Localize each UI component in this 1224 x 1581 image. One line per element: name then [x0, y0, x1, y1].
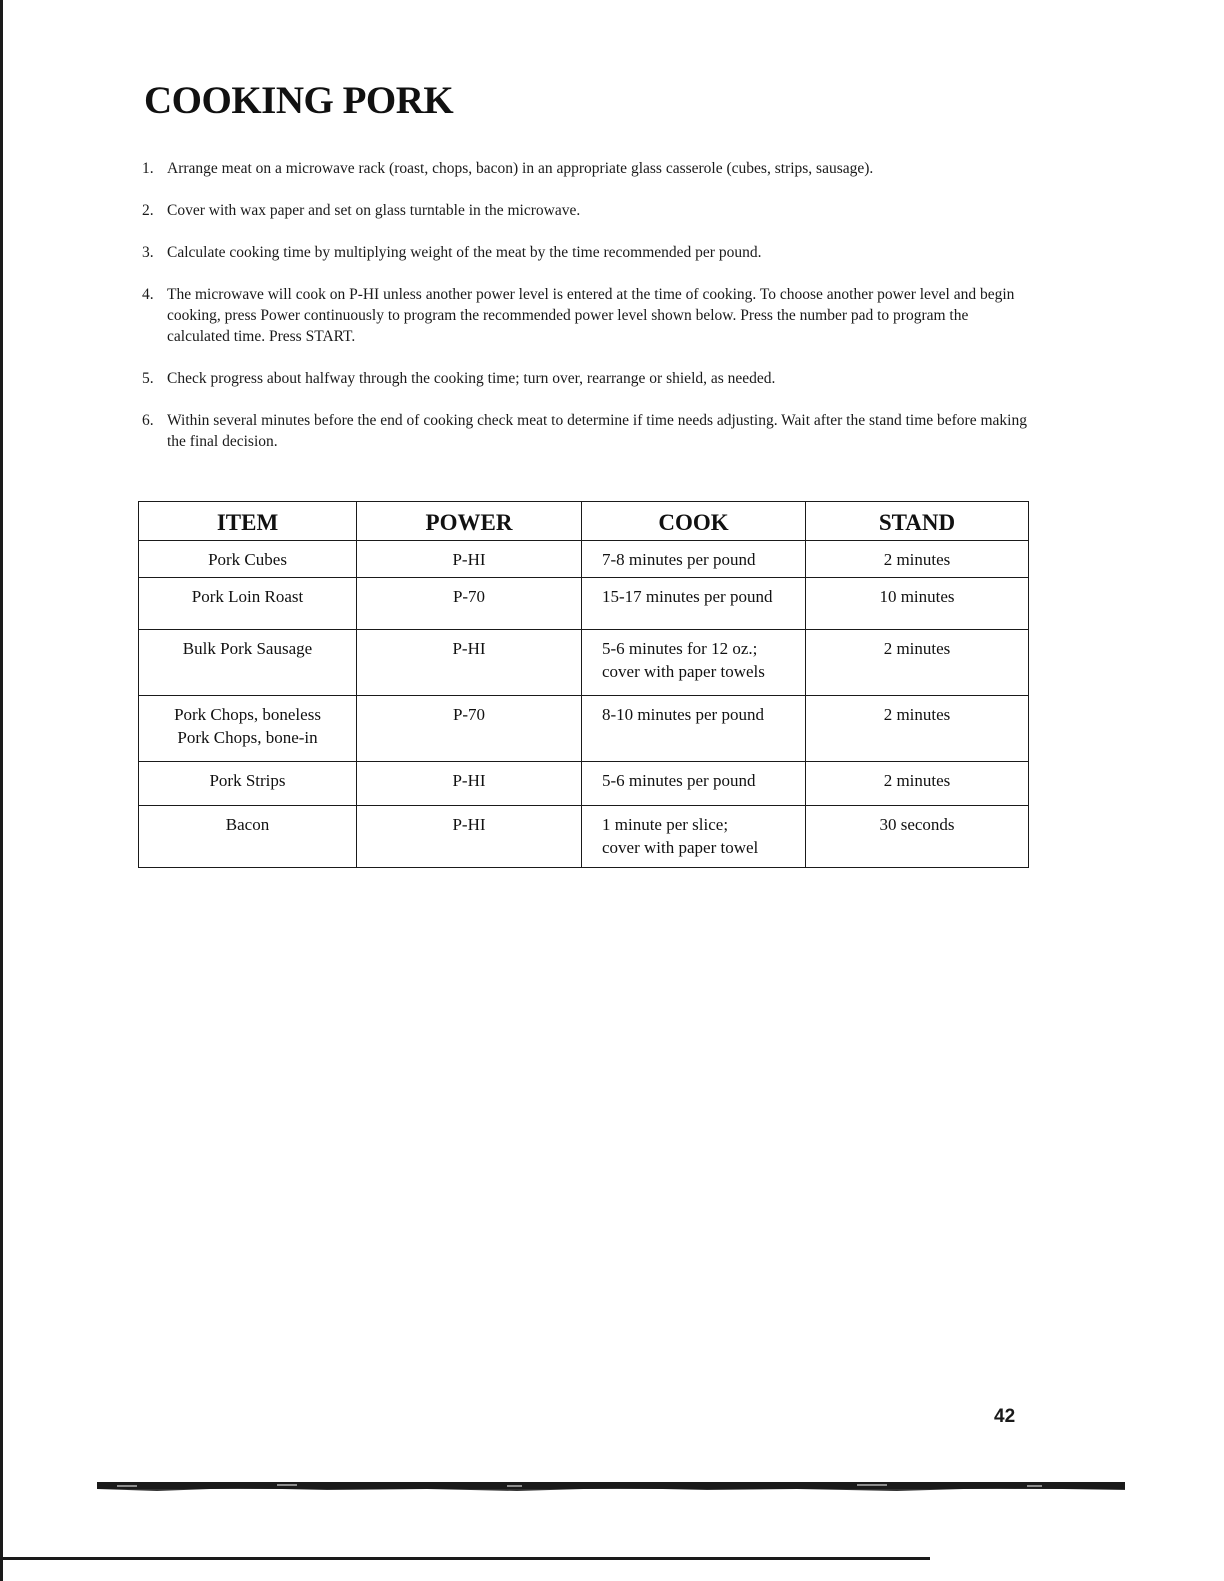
cell-item	[139, 578, 357, 630]
step-text: The microwave will cook on P-HI unless another power level is entered at the time of cooking. To choose another power level and begin cooking, press Power continuously to program the recommended power level shown below. Press the number pad to program the calculated time. Press START.	[167, 286, 1015, 345]
pork-cooking-table	[138, 501, 1029, 868]
step-4	[140, 284, 1030, 347]
scan-bottom-edge-rule	[0, 1557, 930, 1560]
item-line: Pork Cubes	[208, 550, 287, 569]
instruction-steps	[140, 158, 1030, 473]
cell-power: P-HI	[357, 806, 582, 868]
item-line: Pork Chops, bone-in	[177, 728, 318, 747]
table-row	[139, 630, 1029, 696]
cell-stand: 2 minutes	[806, 541, 1029, 578]
table-row	[139, 762, 1029, 806]
step-text: Cover with wax paper and set on glass turntable in the microwave.	[167, 202, 581, 219]
cell-item	[139, 762, 357, 806]
item-line: Pork Chops, boneless	[174, 705, 321, 724]
step-number: 3.	[142, 244, 154, 261]
cell-power: P-70	[357, 578, 582, 630]
step-6	[140, 410, 1030, 452]
cell-power: P-70	[357, 696, 582, 762]
header-item: ITEM	[139, 502, 357, 541]
table-row	[139, 806, 1029, 868]
cell-item	[139, 696, 357, 762]
cell-stand: 10 minutes	[806, 578, 1029, 630]
cell-stand: 30 seconds	[806, 806, 1029, 868]
step-number: 5.	[142, 370, 154, 387]
header-power: POWER	[357, 502, 582, 541]
cell-cook	[582, 762, 806, 806]
scanned-footer-bar	[97, 1480, 1125, 1492]
item-line: Bulk Pork Sausage	[182, 639, 313, 658]
step-5	[140, 368, 1030, 389]
page-number: 42	[994, 1406, 1016, 1427]
step-number: 6.	[142, 412, 154, 429]
step-number: 2.	[142, 202, 154, 219]
step-text: Arrange meat on a microwave rack (roast, chops, bacon) in an appropriate glass casserole (cubes, strips, sausage).	[167, 160, 874, 177]
step-number: 1.	[142, 160, 154, 177]
cook-line: cover with paper towels	[602, 662, 765, 681]
page-title: COOKING PORK	[144, 79, 454, 122]
table-row	[139, 696, 1029, 762]
table-header-row	[139, 502, 1029, 541]
cook-line: 7-8 minutes per pound	[602, 550, 756, 569]
cell-power: P-HI	[357, 541, 582, 578]
cell-cook	[582, 541, 806, 578]
header-stand: STAND	[806, 502, 1029, 541]
step-text: Check progress about halfway through the cooking time; turn over, rearrange or shield, as needed.	[167, 370, 776, 387]
step-number: 4.	[142, 286, 154, 303]
cell-cook	[582, 806, 806, 868]
step-1	[140, 158, 1030, 179]
step-text: Calculate cooking time by multiplying weight of the meat by the time recommended per pound.	[167, 244, 762, 261]
item-line: Pork Loin Roast	[191, 587, 304, 606]
table-row	[139, 541, 1029, 578]
cell-cook	[582, 578, 806, 630]
cell-item	[139, 806, 357, 868]
step-3	[140, 242, 1030, 263]
cell-cook	[582, 696, 806, 762]
table-row	[139, 578, 1029, 630]
cook-line: 1 minute per slice;	[602, 815, 729, 834]
step-2	[140, 200, 1030, 221]
cell-item	[139, 541, 357, 578]
cell-power: P-HI	[357, 762, 582, 806]
scan-left-edge-rule	[0, 0, 3, 1581]
cook-line: 5-6 minutes per pound	[602, 771, 756, 790]
step-text: Within several minutes before the end of cooking check meat to determine if time needs adjusting. Wait after the stand time before making the final decision.	[167, 412, 1027, 450]
cell-stand: 2 minutes	[806, 696, 1029, 762]
cell-power: P-HI	[357, 630, 582, 696]
cook-line: 15-17 minutes per pound	[602, 587, 773, 606]
cook-line: cover with paper towel	[602, 838, 759, 857]
cook-line: 8-10 minutes per pound	[602, 705, 764, 724]
cell-item	[139, 630, 357, 696]
item-line: Pork Strips	[209, 771, 286, 790]
item-line: Bacon	[225, 815, 270, 834]
cell-cook	[582, 630, 806, 696]
cell-stand: 2 minutes	[806, 762, 1029, 806]
cook-line: 5-6 minutes for 12 oz.;	[602, 639, 758, 658]
cell-stand: 2 minutes	[806, 630, 1029, 696]
header-cook: COOK	[582, 502, 806, 541]
